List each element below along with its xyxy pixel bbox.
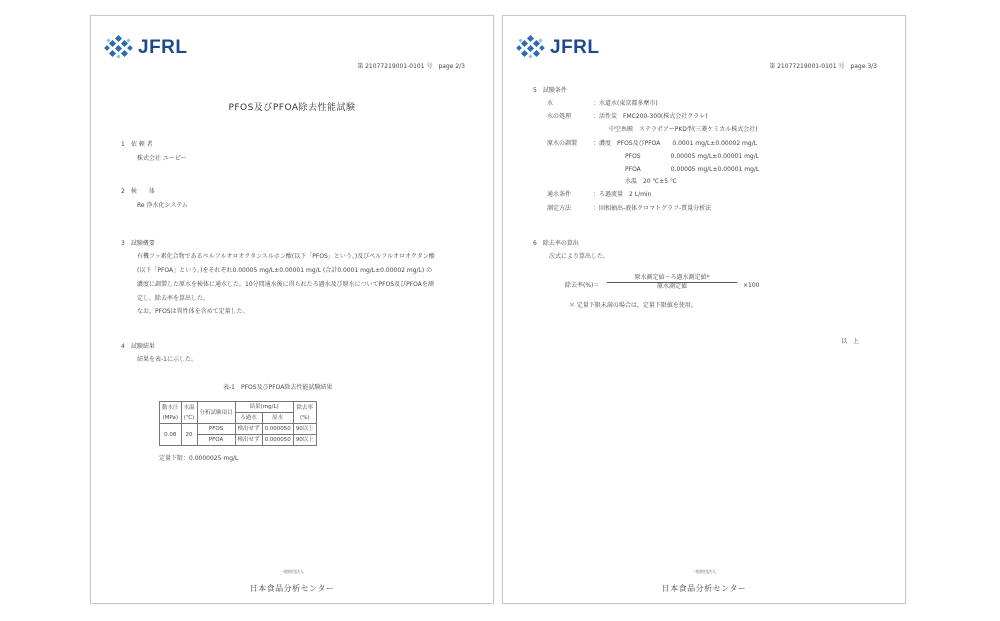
jfrl-logo-icon — [515, 35, 547, 61]
header-removal: 除去率 (%) — [293, 402, 316, 424]
section-1-body: 株式会社 ユーピー — [137, 155, 187, 162]
cell-filtered: 検出せず — [235, 424, 262, 435]
document-number: 第 21077219001-0101 号 page 3/3 — [769, 63, 877, 70]
formula-numerator: 原水測定値－ろ過水測定値* — [607, 275, 737, 283]
formula-lhs: 除去率(%)＝ — [565, 282, 600, 289]
footer-brand — [503, 569, 905, 595]
cell-pressure: 0.08 — [160, 424, 182, 446]
header-item: 分析試験項目 — [197, 402, 235, 424]
formula-rhs: ×100 — [743, 282, 760, 289]
report-title: PFOS及びPFOA除去性能試験 — [228, 103, 356, 113]
cond-value: PFOA 0.00005 mg/L±0.00001 mg/L — [625, 166, 760, 173]
section-6-body: 次式により算出した。 — [549, 253, 610, 260]
table-caption: 表-1 PFOS及びPFOA除去性能試験結果 — [223, 384, 333, 391]
cond-value: ：水道水(東京都多摩市) — [593, 100, 658, 107]
table-note: 定量下限：0.0000025 mg/L — [159, 455, 239, 462]
cond-label: 測定方法 — [547, 205, 572, 212]
cell-item: PFOS — [197, 424, 235, 435]
footer-small-text: 一般財団法人 — [692, 569, 716, 574]
cell-temp: 20 — [181, 424, 197, 446]
report-page-3 — [502, 15, 906, 604]
jfrl-logo — [103, 35, 188, 61]
cell-removal: 90以上 — [293, 435, 316, 446]
section-2-body: Re 浄水化システム — [137, 202, 188, 209]
cond-value: PFOS 0.00005 mg/L±0.00001 mg/L — [625, 153, 760, 160]
cond-value: 中空糸膜 ステラポアーPKD型(三菱ケミカル株式会社) — [609, 126, 758, 133]
footer-brand — [91, 569, 493, 595]
header-result: 結果(mg/L) — [235, 402, 293, 413]
formula-denominator: 原水測定値 — [656, 283, 687, 290]
section-3-body: 有機フッ素化合物であるペルフルオロオクタンスルホン酸(以下「PFOS」という。)及びペルフルオロオクタン酸(以下「PFOA」という。)をそれぞれ0.00005 mg/L±0.00001 mg/L (合計0.0001 mg/L±0.00002 mg/L) の濃度に調製した原水を検体に通水した。10分間通水後に得られたろ過水及び原水についてPFOS及びPFOAを測定し，除去率を算出した。 — [137, 253, 435, 302]
logo-wordmark: JFRL — [550, 37, 600, 58]
section-2-heading: 2 検 体 — [121, 188, 155, 195]
cond-label: 原水の調製 — [547, 140, 578, 147]
cond-label: 通水条件 — [547, 191, 572, 198]
section-6-heading: 6 除去率の算出 — [533, 240, 579, 247]
section-5-heading: 5 試験条件 — [533, 87, 567, 94]
jfrl-logo — [515, 35, 600, 61]
formula-note: ＊ 定量下限未満の場合は，定量下限値を使用。 — [569, 302, 697, 309]
results-table — [159, 401, 317, 446]
cell-item: PFOA — [197, 435, 235, 446]
cond-label: 水 — [547, 100, 554, 107]
cond-value: ：ろ過流量 2 L/min — [593, 191, 652, 198]
cell-raw: 0.000050 — [262, 435, 293, 446]
cond-value: ：濃度 PFOS及びPFOA 0.0001 mg/L±0.00002 mg/L — [593, 140, 758, 147]
section-4-body: 結果を表-1に示した。 — [137, 356, 197, 363]
report-page-2 — [90, 15, 494, 604]
section-3-heading: 3 試験概要 — [121, 240, 155, 247]
header-raw: 原水 — [262, 413, 293, 424]
section-3-note: なお，PFOSは異性体を含めて定量した。 — [137, 308, 249, 315]
header-filtered: ろ過水 — [235, 413, 262, 424]
cell-removal: 90以上 — [293, 424, 316, 435]
logo-wordmark: JFRL — [138, 37, 188, 58]
document-number: 第 21077219001-0101 号 page 2/3 — [357, 63, 465, 70]
cond-value: ：活性炭 FMC200-300(株式会社クラレ) — [593, 113, 708, 120]
footer-org-name: 日本食品分析センター — [249, 584, 335, 593]
jfrl-logo-icon — [103, 35, 135, 61]
cell-raw: 0.000050 — [262, 424, 293, 435]
cell-filtered: 検出せず — [235, 435, 262, 446]
cond-value: 水温 20 ℃±5 ℃ — [625, 178, 677, 185]
header-pressure: 動水圧 (MPa) — [160, 402, 182, 424]
footer-small-text: 一般財団法人 — [280, 569, 304, 574]
cond-value: ：固相抽出-液体クロマトグラフ-質量分析法 — [593, 205, 712, 212]
section-4-heading: 4 試験結果 — [121, 343, 155, 350]
footer-org-name: 日本食品分析センター — [661, 584, 747, 593]
cond-label: 水の処理 — [547, 113, 572, 120]
formula-fraction — [607, 275, 737, 290]
header-temp: 水温 (℃) — [181, 402, 197, 424]
table-row — [160, 424, 317, 435]
section-1-heading: 1 依 頼 者 — [121, 141, 153, 148]
closing-mark: 以 上 — [841, 338, 860, 345]
